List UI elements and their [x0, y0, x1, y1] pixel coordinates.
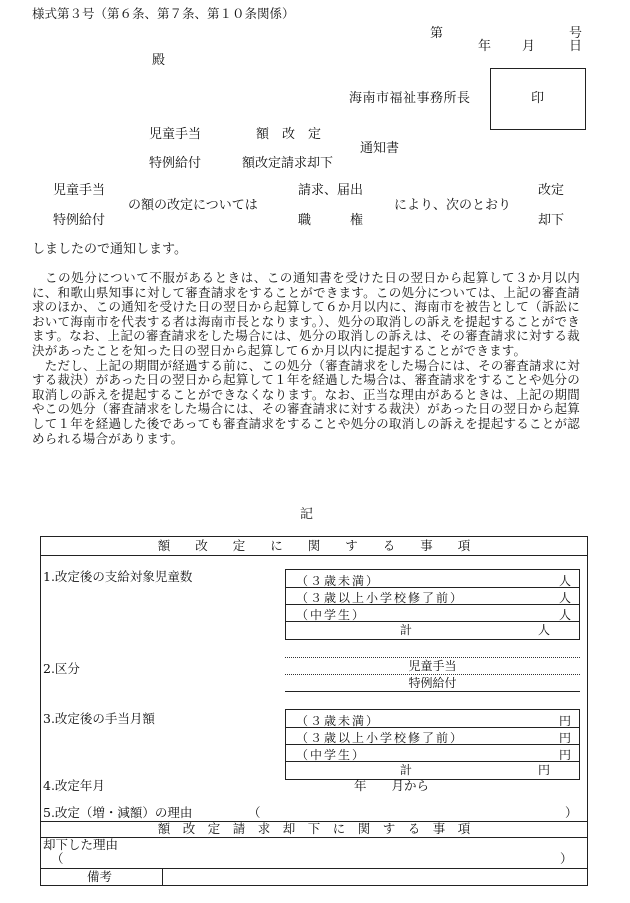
dotted-divider [285, 657, 580, 658]
rejection-close-paren: ） [560, 851, 573, 866]
section-heading-rejection: 額 改 定 請 求 却 下 に 関 す る 事 項 [157, 821, 471, 836]
intro-request-report: 請求、届出 [298, 183, 364, 198]
addressee-suffix: 殿 [152, 53, 166, 68]
row-label: （３歳以上小学校修了前） [296, 731, 465, 745]
form-number: 様式第３号（第６条、第７条、第１０条関係） [32, 6, 295, 21]
total-unit: 人 [538, 623, 551, 637]
category-child-allowance: 児童手当 [408, 659, 457, 673]
rejection-open-paren: （ [51, 851, 64, 866]
total-label: 計 [400, 623, 413, 637]
intro-child-allowance: 児童手当 [53, 183, 106, 198]
revision-year-month: 年 月から [354, 778, 430, 793]
intro-rejection: 却下 [538, 213, 565, 228]
unit-yen: 円 [558, 748, 571, 762]
seal-mark: 印 [531, 91, 545, 106]
item4-label: 4.改定年月 [43, 778, 105, 793]
title-special-benefit: 特例給付 [149, 156, 202, 171]
reason-close-paren: ） [565, 805, 578, 820]
intro-revision: 改定 [538, 183, 565, 198]
date-month: 月 [522, 39, 536, 54]
amount-row-total [286, 762, 579, 779]
document-number-label: 第 [430, 26, 444, 41]
children-row-3-to-primary [286, 587, 579, 605]
remarks-divider [162, 868, 163, 885]
children-row-under3 [286, 570, 579, 588]
row-label: （中学生） [296, 748, 367, 762]
children-row-junior-high [286, 604, 579, 622]
title-amount-revision: 額 改 定 [256, 127, 322, 142]
unit-yen: 円 [558, 731, 571, 745]
unit-persons: 人 [558, 591, 571, 605]
ki-marker: 記 [300, 507, 314, 522]
intro-ex-officio: 職 権 [298, 213, 364, 228]
item3-label: 3.改定後の手当月額 [43, 711, 155, 726]
section-heading-amount-revision: 額 改 定 に 関 す る 事 項 [157, 538, 471, 553]
row-label: （中学生） [296, 608, 367, 622]
unit-persons: 人 [558, 574, 571, 588]
divider [41, 555, 587, 556]
monthly-amount-table [285, 709, 580, 780]
intro-closing: しましたので通知します。 [32, 242, 187, 257]
children-count-table [285, 569, 580, 640]
unit-yen: 円 [558, 714, 571, 728]
title-revision-rejection: 額改定請求却下 [242, 156, 334, 171]
intro-as-follows: により、次のとおり [394, 198, 512, 213]
appeal-paragraph-2: ただし、上記の期間が経過する前に、この処分（審査請求をした場合には、その審査請求に対する裁決）があった日の翌日から起算して１年を経過した場合は、審査請求をすることや処分の取消しの訴えを提起することができなくなります。なお、正当な理由があるときは、上記の期間やこの処分（審査請求をした場合には、その審査請求に対する裁決）があった日の翌日から起算して１年を経過した後であっても審査請求をすることや処分の取消しの訴えを提起することが認められる場合があります。 [32, 357, 580, 446]
item1-label: 1.改定後の支給対象児童数 [43, 569, 193, 584]
total-label: 計 [400, 763, 413, 777]
appeal-notice-body [32, 271, 580, 446]
rejection-reason-label: 却下した理由 [43, 837, 119, 852]
category-special-benefit: 特例給付 [408, 676, 457, 690]
row-label: （３歳以上小学校修了前） [296, 591, 465, 605]
date-year: 年 [478, 39, 492, 54]
divider [41, 868, 587, 869]
issuer-name: 海南市福祉事務所長 [349, 91, 471, 106]
remarks-label: 備考 [87, 869, 113, 884]
item2-label: 2.区分 [43, 661, 80, 676]
amount-row-under3 [286, 710, 579, 728]
reason-open-paren: （ [248, 805, 261, 820]
children-row-total [286, 622, 579, 639]
amount-row-junior-high [286, 744, 579, 762]
divider [41, 837, 587, 838]
seal-box [490, 68, 586, 130]
item5-label: 5.改定（増・減額）の理由 [43, 805, 193, 820]
row-label: （３歳未満） [296, 574, 381, 588]
document-number-suffix: 号 [569, 26, 583, 41]
total-unit: 円 [538, 763, 551, 777]
unit-persons: 人 [558, 608, 571, 622]
intro-special-benefit: 特例給付 [53, 213, 106, 228]
appeal-paragraph-1: この処分について不服があるときは、この通知書を受けた日の翌日から起算して３か月以内に、和歌山県知事に対して審査請求をすることができます。この処分については、上記の審査請求のほか、この通知を受けた日の翌日から起算して６か月以内に、海南市を被告として（訴訟において海南市を代表する者は海南市長となります。）、処分の取消しの訴えを提起することができます。なお、上記の審査請求をした場合には、処分の取消しの訴えは、その審査請求に対する裁決があったことを知った日の翌日から起算して６か月以内に提起することができます。 [32, 270, 580, 358]
divider [285, 691, 580, 692]
date-day: 日 [569, 39, 583, 54]
details-table [40, 536, 588, 886]
row-label: （３歳未満） [296, 714, 381, 728]
title-child-allowance: 児童手当 [149, 127, 202, 142]
title-notice: 通知書 [360, 141, 400, 156]
amount-row-3-to-primary [286, 727, 579, 745]
intro-amount-revision-text: の額の改定については [128, 198, 258, 213]
dotted-divider [285, 674, 580, 675]
